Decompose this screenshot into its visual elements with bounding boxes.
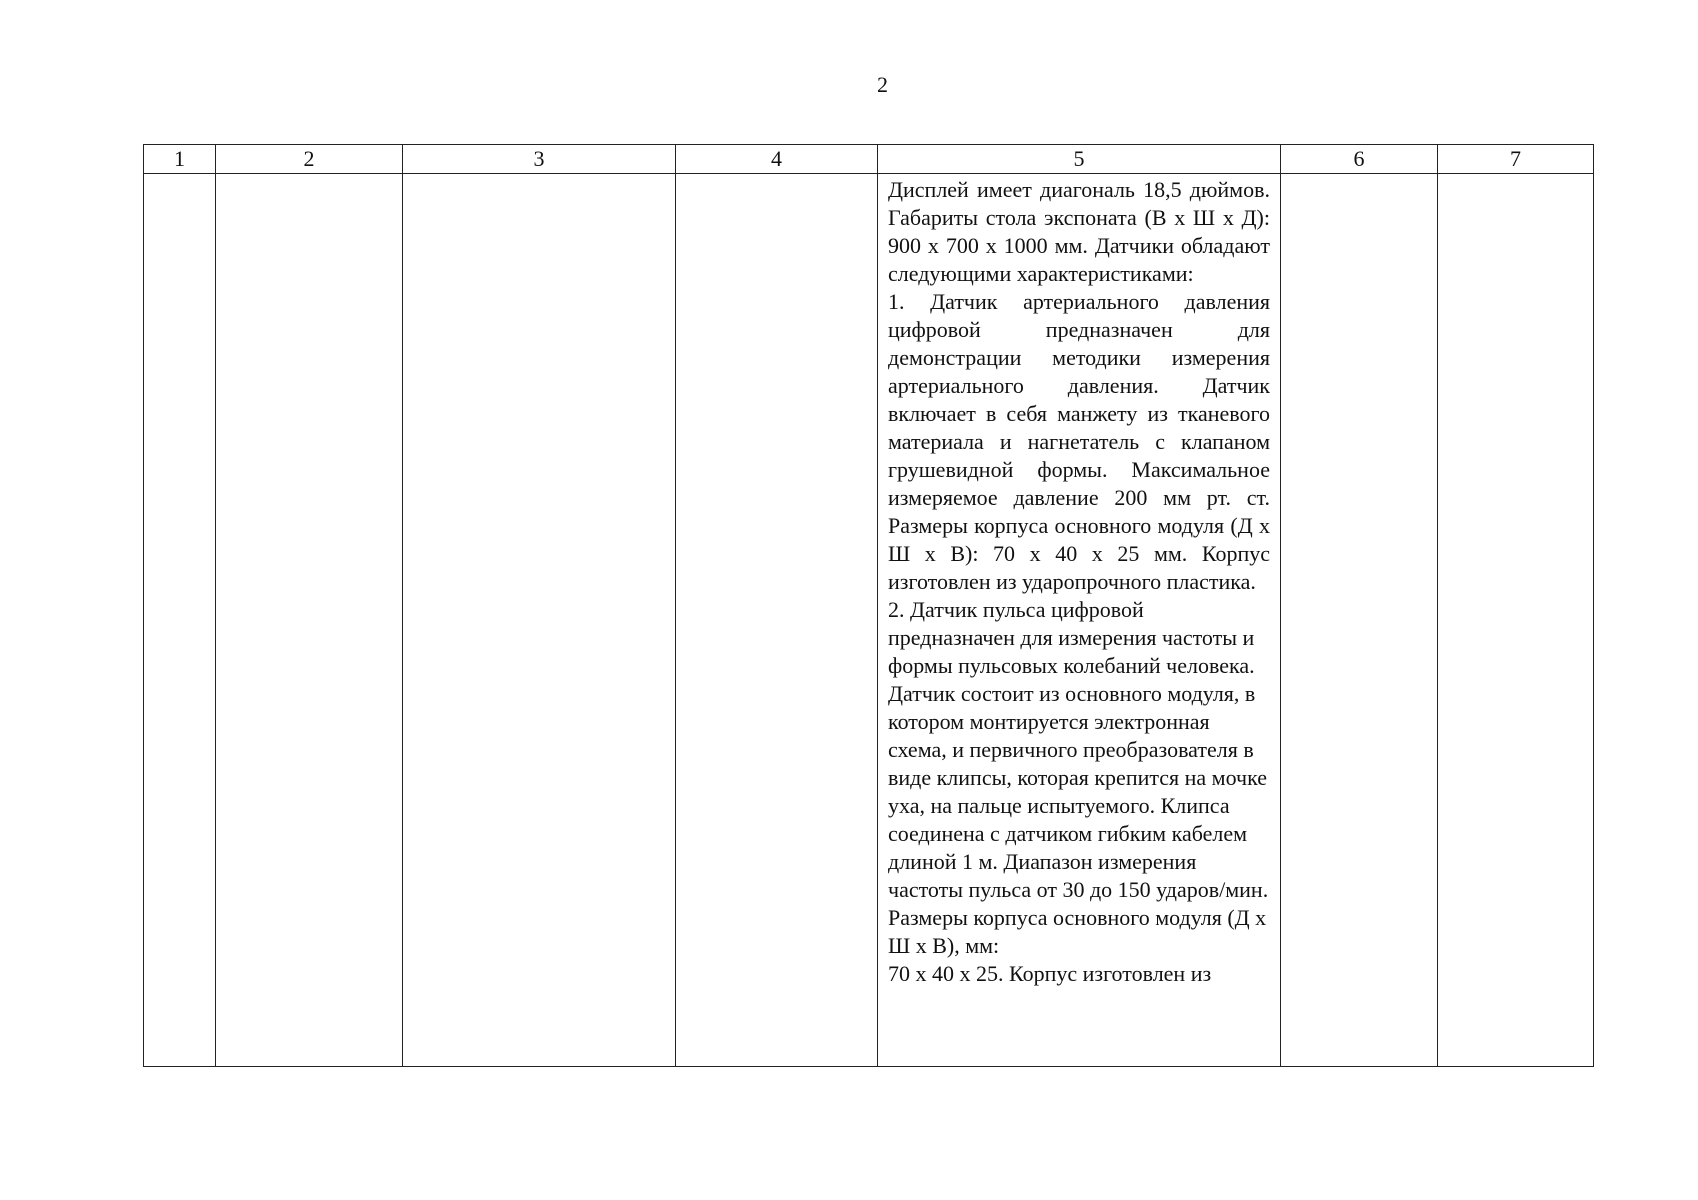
page-number: 2 — [877, 72, 888, 97]
description-paragraph-pulse-sensor: 2. Датчик пульса цифровой предназначен для измерения частоты и формы пульсовых колебаний человека. Датчик состоит из основного модуля, в котором монтируется электронная схема, и первичного преобразователя в виде клипсы, которая крепится на мочке уха, на пальце испытуемого. Клипса соединена с датчиком гибким кабелем длиной 1 м. Диапазон измерения частоты пульса от 30 до 150 ударов/мин. Размеры корпуса основного модуля (Д х Ш х В), мм: — [888, 597, 1269, 958]
table-cell-col1 — [144, 174, 216, 1067]
table-cell-col4 — [676, 174, 878, 1067]
column-header-6: 6 — [1281, 145, 1438, 174]
column-header-7: 7 — [1438, 145, 1594, 174]
table-cell-col5 — [878, 174, 1281, 1067]
equipment-description — [878, 174, 1280, 988]
table-row — [144, 174, 1594, 1067]
column-header-1: 1 — [144, 145, 216, 174]
column-header-2: 2 — [216, 145, 403, 174]
table-header-row — [144, 145, 1594, 174]
specification-table — [143, 144, 1594, 1067]
description-paragraph-display: Дисплей имеет диагональ 18,5 дюймов. Габариты стола экспоната (В х Ш х Д): 900 х 700 х 1000 мм. Датчики обладают следующими характеристиками: — [888, 177, 1270, 286]
table-cell-col6 — [1281, 174, 1438, 1067]
table-cell-col3 — [403, 174, 676, 1067]
description-paragraph-pressure-sensor: 1. Датчик артериального давления цифровой предназначен для демонстрации методики измерения артериального давления. Датчик включает в себя манжету из тканевого материала и нагнетатель с клапаном грушевидной формы. Максимальное измеряемое давление 200 мм рт. ст. Размеры корпуса основного модуля (Д х Ш х В): 70 х 40 х 25 мм. Корпус изготовлен из ударопрочного пластика. — [888, 289, 1270, 594]
table-cell-col7 — [1438, 174, 1594, 1067]
column-header-3: 3 — [403, 145, 676, 174]
column-header-5: 5 — [878, 145, 1281, 174]
description-paragraph-continuation: 70 х 40 х 25. Корпус изготовлен из — [888, 961, 1212, 986]
column-header-4: 4 — [676, 145, 878, 174]
table-cell-col2 — [216, 174, 403, 1067]
